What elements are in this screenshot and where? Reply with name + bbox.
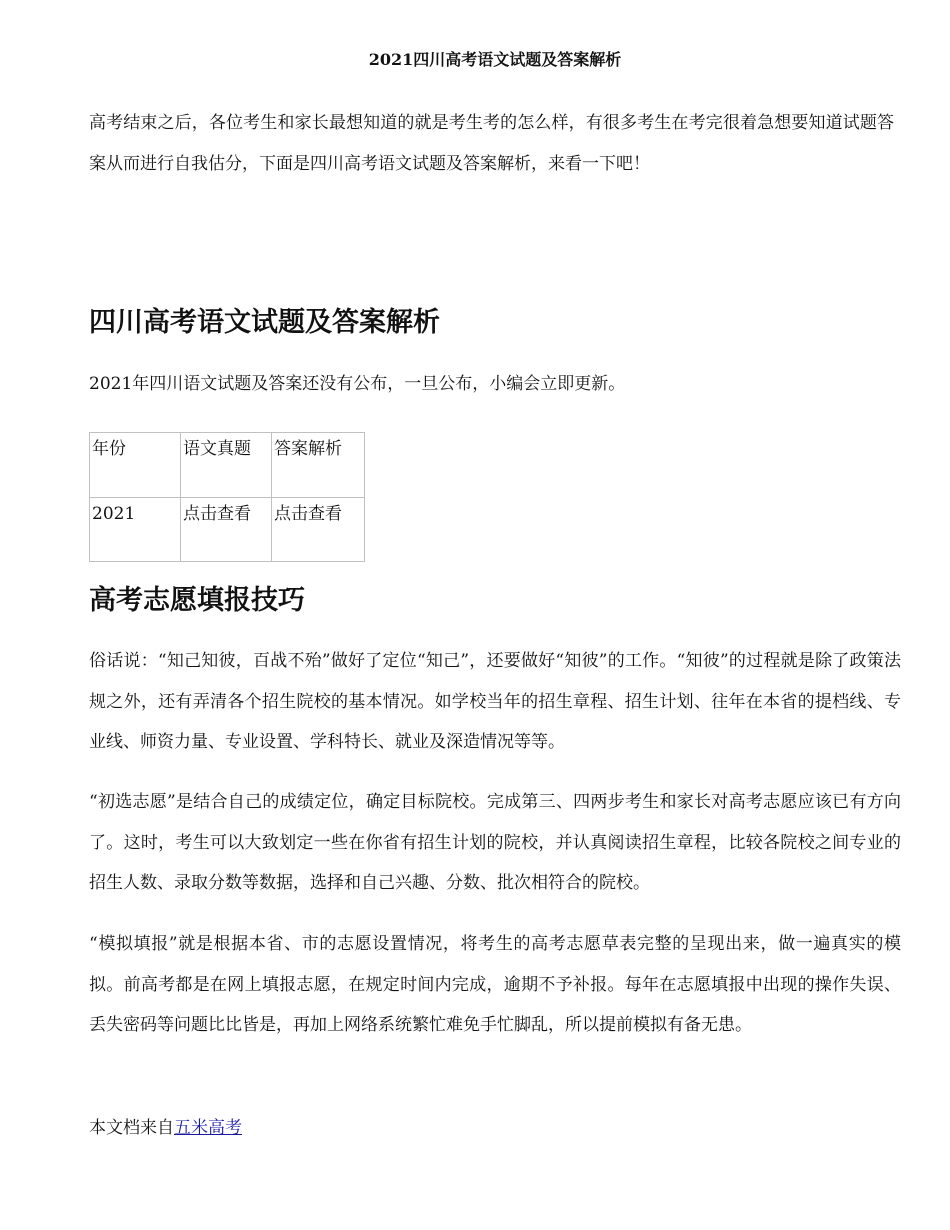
table-row xyxy=(90,498,365,562)
document-title: 2021四川高考语文试题及答案解析 xyxy=(368,50,622,69)
source-prefix: 本文档来自 xyxy=(89,1118,174,1138)
table-cell-year: 2021 xyxy=(90,498,181,562)
source-link[interactable]: 五米高考 xyxy=(174,1118,242,1138)
intro-paragraph: 高考结束之后，各位考生和家长最想知道的就是考生考的怎么样，有很多考生在考完很着急想要知道试题答案从而进行自我估分，下面是四川高考语文试题及答案解析，来看一下吧！ xyxy=(89,113,894,174)
tips-paragraph-2: “初选志愿”是结合自己的成绩定位，确定目标院校。完成第三、四两步考生和家长对高考志愿应该已有方向了。这时，考生可以大致划定一些在你省有招生计划的院校，并认真阅读招生章程，比较各院校之间专业的招生人数、录取分数等数据，选择和自己兴趣、分数、批次相符合的院校。 xyxy=(89,792,901,893)
view-answer-link[interactable]: 点击查看 xyxy=(272,498,365,562)
tips-paragraph-1: 俗话说：“知己知彼，百战不殆”做好了定位“知己”，还要做好“知彼”的工作。“知彼”的过程就是除了政策法规之外，还有弄清各个招生院校的基本情况。如学校当年的招生章程、招生计划、往年在本省的提档线、专业线、师资力量、专业设置、学科特长、就业及深造情况等等。 xyxy=(89,651,901,752)
exam-section-heading: 四川高考语文试题及答案解析 xyxy=(89,307,440,338)
table-header-year: 年份 xyxy=(90,433,181,498)
source-line xyxy=(89,1108,242,1149)
view-exam-link[interactable]: 点击查看 xyxy=(181,498,272,562)
exam-answer-table xyxy=(89,432,365,562)
tips-paragraph-3: “模拟填报”就是根据本省、市的志愿设置情况，将考生的高考志愿草表完整的呈现出来，做一遍真实的模拟。前高考都是在网上填报志愿，在规定时间内完成，逾期不予补报。每年在志愿填报中出现的操作失误、丢失密码等问题比比皆是，再加上网络系统繁忙难免手忙脚乱，所以提前模拟有备无患。 xyxy=(89,934,901,1035)
table-header-exam: 语文真题 xyxy=(181,433,272,498)
exam-notice-paragraph: 2021年四川语文试题及答案还没有公布，一旦公布，小编会立即更新。 xyxy=(89,374,626,394)
tips-section-heading: 高考志愿填报技巧 xyxy=(89,585,305,616)
table-header-row xyxy=(90,433,365,498)
table-header-answer: 答案解析 xyxy=(272,433,365,498)
